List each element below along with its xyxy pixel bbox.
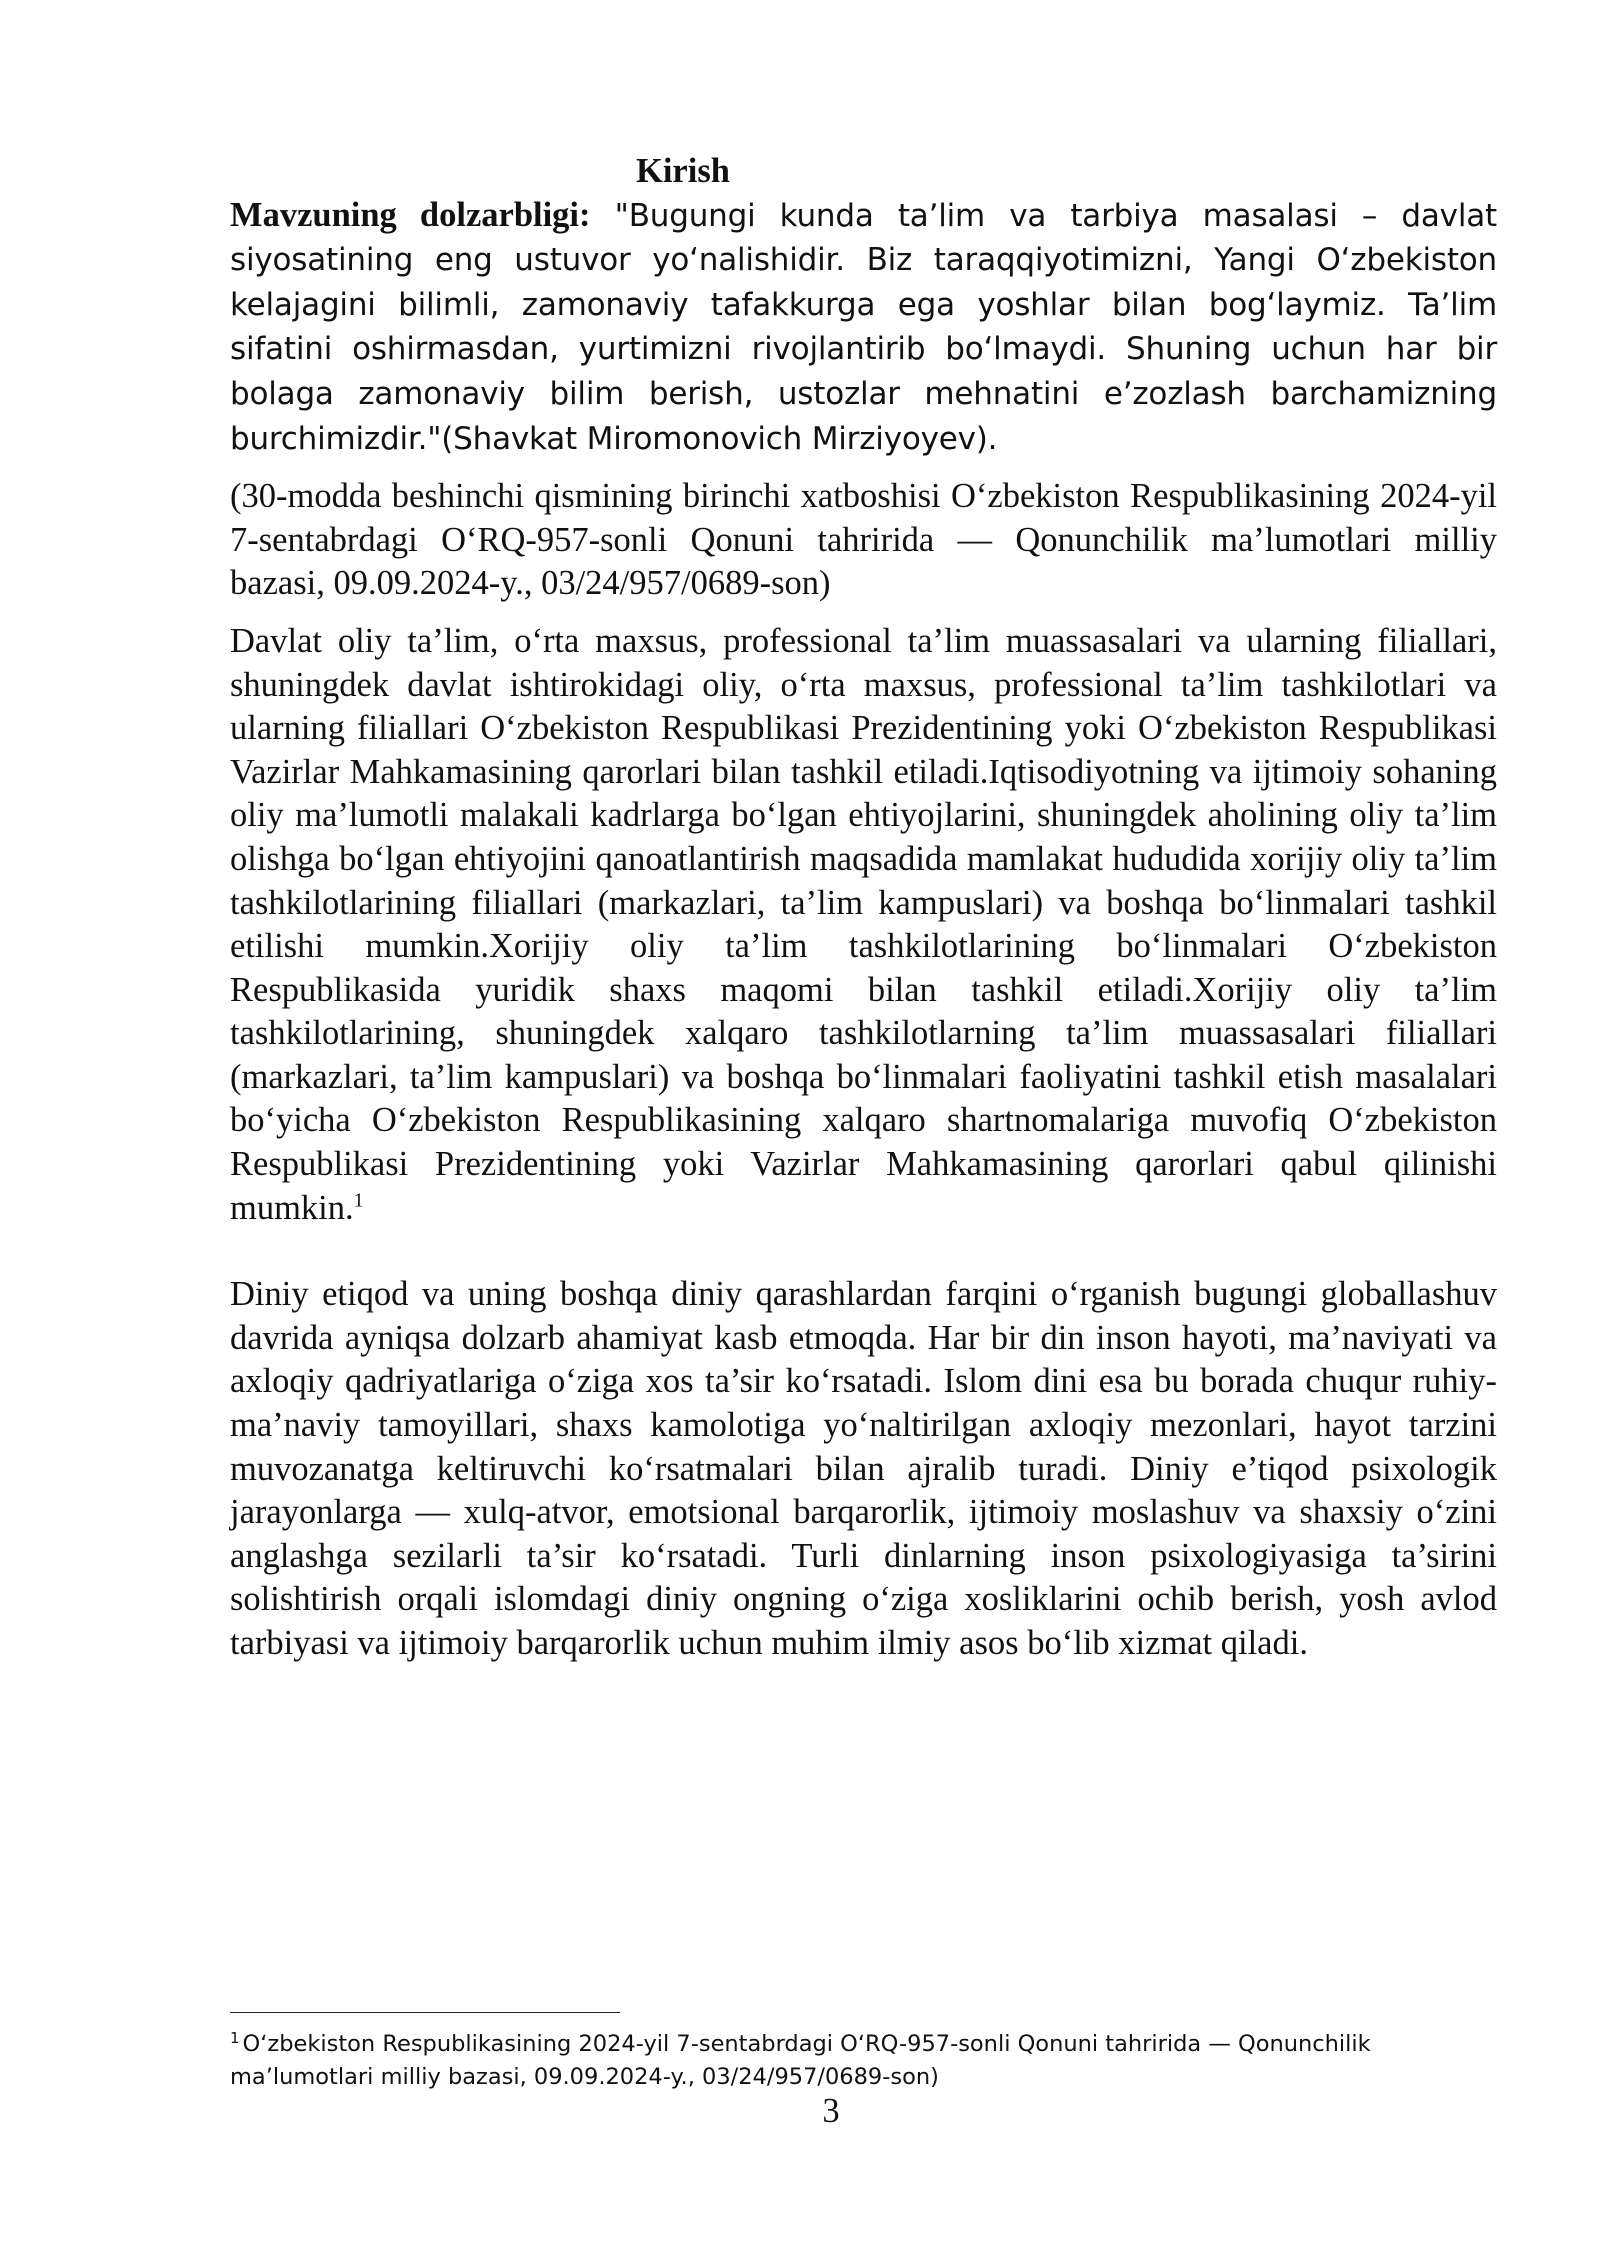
intro-lead: Mavzuning dolzarbligi: xyxy=(230,195,591,234)
document-body xyxy=(230,150,1497,1666)
intro-paragraph xyxy=(230,194,1497,462)
law-reference: (30-modda beshinchi qismining birinchi xatboshisi Oʻzbekiston Respublikasining 2024-yil 7-sentabrdagi OʻRQ-957-sonli Qonuni tahririda — Qonunchilik ma’lumotlari milliy bazasi, 09.09.2024-y., 03/24/957/0689-son) xyxy=(230,477,1497,603)
body-paragraph-1-text: Davlat oliy ta’lim, oʻrta maxsus, professional ta’lim muassasalari va ularning filiallari, shuningdek davlat ishtirokidagi oliy, oʻrta maxsus, professional ta’lim tashkilotlari va ularning filiallari Oʻzbekiston Respublikasi Prezidentining yoki Oʻzbekiston Respublikasi Vazirlar Mahkamasining qarorlari bilan tashkil etiladi.Iqtisodiyotning va ijtimoiy sohaning oliy ma’lumotli malakali kadrlarga boʻlgan ehtiyojlarini, shuningdek aholining oliy ta’lim olishga boʻlgan ehtiyojini qanoatlantirish maqsadida mamlakat hududida xorijiy oliy ta’lim tashkilotlarining filiallari (markazlari, ta’lim kampuslari) va boshqa boʻlinmalari tashkil etilishi mumkin.Xorijiy oliy ta’lim tashkilotlarining boʻlinmalari Oʻzbekiston Respublikasida yuridik shaxs maqomi bilan tashkil etiladi.Xorijiy oliy ta’lim tashkilotlarining, shuningdek xalqaro tashkilotlarning ta’lim muassasalari filiallari (markazlari, ta’lim kampuslari) va boshqa boʻlinmalari faoliyatini tashkil etish masalalari boʻyicha Oʻzbekiston Respublikasining xalqaro shartnomalariga muvofiq Oʻzbekiston Respublikasi Prezidentining yoki Vazirlar Mahkamasining qarorlari qabul qilinishi mumkin. xyxy=(230,621,1497,1227)
page-number: 3 xyxy=(822,2092,840,2130)
body-paragraph-2: Diniy etiqod va uning boshqa diniy qarashlardan farqini oʻrganish bugungi globallashuv davrida ayniqsa dolzarb ahamiyat kasb etmoqda. Har bir din inson hayoti, ma’naviyati va axloqiy qadriyatlariga oʻziga xos ta’sir koʻrsatadi. Islom dini esa bu borada chuqur ruhiy-ma’naviy tamoyillari, shaxs kamolotiga yoʻnaltirilgan axloqiy mezonlari, hayot tarzini muvozanatga keltiruvchi koʻrsatmalari bilan ajralib turadi. Diniy e’tiqod psixologik jarayonlarga — xulq-atvor, emotsional barqarorlik, ijtimoiy moslashuv va shaxsiy oʻzini anglashga sezilarli ta’sir koʻrsatadi. Turli dinlarning inson psixologiyasiga ta’sirini solishtirish orqali islomdagi diniy ongning oʻziga xosliklarini ochib berish, yosh avlod tarbiyasi va ijtimoiy barqarorlik uchun muhim ilmiy asos boʻlib xizmat qiladi. xyxy=(230,1275,1497,1662)
footnote-marker: 1 xyxy=(230,2028,240,2047)
footnote xyxy=(230,2028,1497,2094)
footnote-reference[interactable]: 1 xyxy=(353,1189,364,1212)
section-heading: Kirish xyxy=(636,152,730,190)
footnote-text: Oʻzbekiston Respublikasining 2024-yil 7-sentabrdagi OʻRQ-957-sonli Qonuni tahririda — Qonunchilik ma’lumotlari milliy bazasi, 09.09.2024-y., 03/24/957/0689-son) xyxy=(230,2031,1371,2090)
spacer xyxy=(230,461,1497,475)
spacer xyxy=(230,606,1497,620)
footnote-separator xyxy=(230,2012,620,2013)
spacer xyxy=(230,1230,1497,1273)
president-quote: "Bugungi kunda ta’lim va tarbiya masalasi – davlat siyosatining eng ustuvor yoʻnalishidir. Biz taraqqiyotimizni, Yangi Oʻzbekiston kelajagini bilimli, zamonaviy tafakkurga ega yoshlar bilan bogʻlaymiz. Ta’lim sifatini oshirmasdan, yurtimizni rivojlantirib boʻlmaydi. Shuning uchun har bir bolaga zamonaviy bilim berish, ustozlar mehnatini e’zozlash barchamizning burchimizdir."(Shavkat Miromonovich Mirziyoyev). xyxy=(230,197,1497,457)
body-paragraph-1 xyxy=(230,620,1497,1230)
